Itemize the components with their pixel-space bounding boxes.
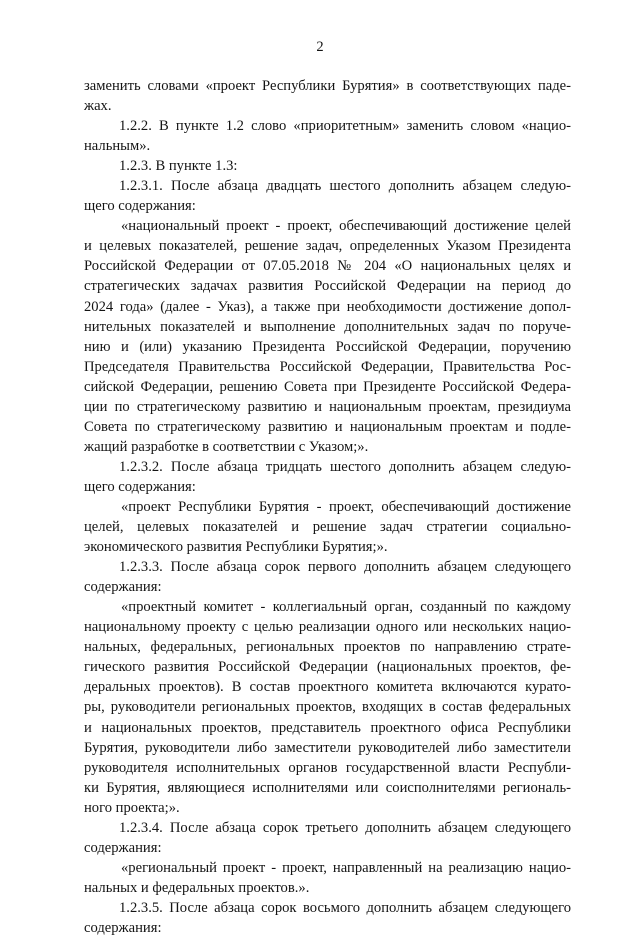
text-line: 1.2.3.5. После абзаца сорок восьмого дополнить абзацем следующего (119, 899, 571, 916)
text-line: ного проекта;». (84, 799, 180, 816)
text-line: руководителя исполнительных органов государственной власти Республи- (84, 759, 571, 776)
text-line: деральных проектов). В состав проектного комитета включаются курато- (84, 679, 571, 696)
text-line: гического развития Российской Федерации (национальных проектов, фе- (84, 659, 571, 676)
text-line: «национальный проект - проект, обеспечивающий достижение целей (121, 218, 571, 235)
text-line: национальному проекту с целью реализации одного или нескольких нацио- (84, 619, 571, 636)
text-line: нальных и федеральных проектов.». (84, 879, 310, 896)
text-line: стратегических задачах развития Российской Федерации на период до (84, 278, 571, 295)
text-line: нительных показателей и выполнение дополнительных задач по поруче- (84, 318, 571, 335)
text-line: целей, целевых показателей и решение задач стратегии социально- (84, 519, 571, 536)
text-line: сийской Федерации, решению Совета при Президенте Российской Федера- (84, 378, 571, 395)
text-line: содержания: (84, 839, 162, 856)
text-line: Совета по стратегическому развитию и национальным проектам и подле- (84, 418, 571, 435)
text-line: заменить словами «проект Республики Бурятия» в соответствующих паде- (84, 78, 571, 94)
text-line: нальных, федеральных, региональных проектов по направлению страте- (84, 639, 571, 656)
document-body (84, 76, 571, 938)
text-line: ры, руководители региональных проектов, входящих в состав федеральных (84, 699, 571, 716)
text-line: жащий разработке в соответствии с Указом;». (84, 438, 369, 455)
text-line: 1.2.3.3. После абзаца сорок первого дополнить абзацем следующего (119, 559, 571, 576)
text-line: щего содержания: (84, 478, 196, 495)
text-line: 1.2.3. В пункте 1.3: (119, 158, 238, 175)
text-line: щего содержания: (84, 198, 196, 215)
text-line: 1.2.2. В пункте 1.2 слово «приоритетным» заменить словом «нацио- (119, 118, 571, 135)
text-line: Председателя Правительства Российской Федерации, Правительства Рос- (84, 358, 571, 375)
page-number: 2 (316, 39, 324, 55)
text-line: 1.2.3.4. После абзаца сорок третьего дополнить абзацем следующего (119, 819, 571, 836)
text-line: 1.2.3.2. После абзаца тридцать шестого дополнить абзацем следую- (119, 458, 571, 475)
text-line: ции по стратегическому развитию и национальным проектам, президиума (84, 398, 571, 415)
text-line: нию и (или) указанию Президента Российской Федерации, поручению (84, 338, 571, 355)
text-line: содержания: (84, 919, 162, 936)
text-line: и национальных проектов, представитель проектного офиса Республики (84, 719, 571, 736)
text-line: Бурятия, руководители либо заместители руководителей либо заместители (84, 739, 571, 756)
text-line: нальным». (84, 138, 151, 155)
text-line: и целевых показателей, решение задач, определенных Указом Президента (84, 238, 571, 255)
text-line: 1.2.3.1. После абзаца двадцать шестого дополнить абзацем следую- (119, 178, 571, 195)
text-line: экономического развития Республики Бурятия;». (84, 539, 388, 556)
text-line: 2024 года» (далее - Указ), а также при необходимости достижение допол- (84, 298, 571, 315)
text-line: «проектный комитет - коллегиальный орган, созданный по каждому (121, 599, 571, 616)
text-line: Российской Федерации от 07.05.2018 № 204 «О национальных целях и (84, 258, 571, 275)
text-line: содержания: (84, 579, 162, 596)
text-line: «проект Республики Бурятия - проект, обеспечивающий достижение (121, 498, 571, 515)
text-line: «региональный проект - проект, направленный на реализацию нацио- (121, 859, 571, 876)
text-line: жах. (84, 98, 112, 115)
text-line: ки Бурятия, являющиеся исполнителями или соисполнителями региональ- (84, 779, 571, 796)
